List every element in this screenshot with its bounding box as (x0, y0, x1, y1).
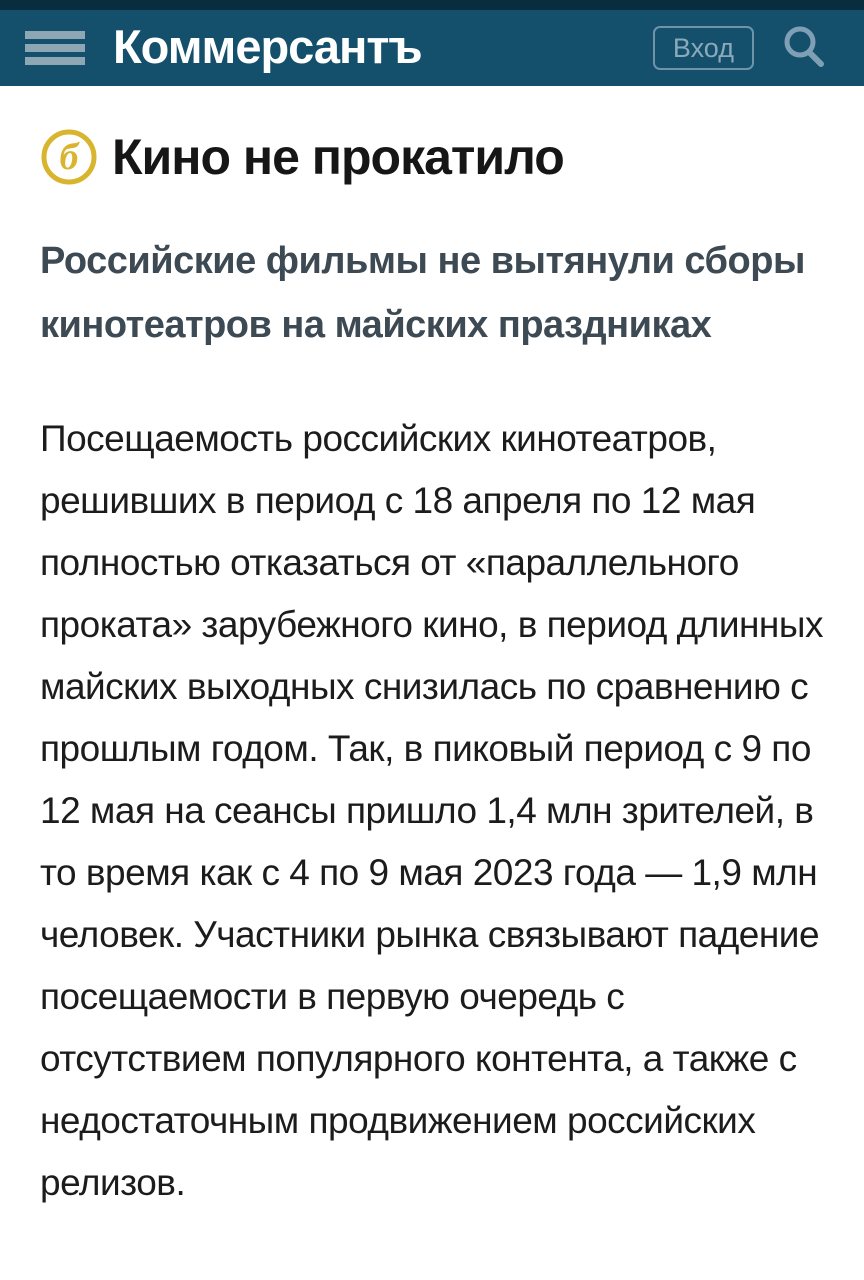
article-page (0, 86, 864, 1214)
kommersant-logo[interactable]: Коммерсантъ (113, 19, 422, 73)
article-title: Кино не прокатило (112, 128, 564, 185)
header-actions (653, 22, 830, 74)
status-strip (0, 0, 864, 10)
hamburger-menu-icon[interactable] (25, 31, 85, 65)
kommersant-b-icon (40, 128, 98, 186)
article-title-row (40, 128, 824, 186)
article-subtitle: Российские фильмы не вытянули сборы кинотеатров на майских праздниках (40, 240, 805, 346)
app-header (0, 10, 864, 86)
login-button[interactable]: Вход (653, 26, 754, 70)
article-body-text: Посещаемость российских кинотеатров, решивших в период с 18 апреля по 12 мая полностью отказаться от «параллельного проката» зарубежного кино, в период длинных майских выходных снизилась по сравнению с прошлым годом. Так, в пиковый период с 9 по 12 мая на сеансы пришло 1,4 млн зрителей, в то время как с 4 по 9 мая 2023 года — 1,9 млн человек. Участники рынка связывают падение посещаемости в первую очередь с отсутствием популярного контента, а также с недостаточным продвижением российских релизов. (40, 417, 823, 1203)
svg-text:б: б (59, 136, 79, 178)
search-icon[interactable] (778, 22, 830, 74)
